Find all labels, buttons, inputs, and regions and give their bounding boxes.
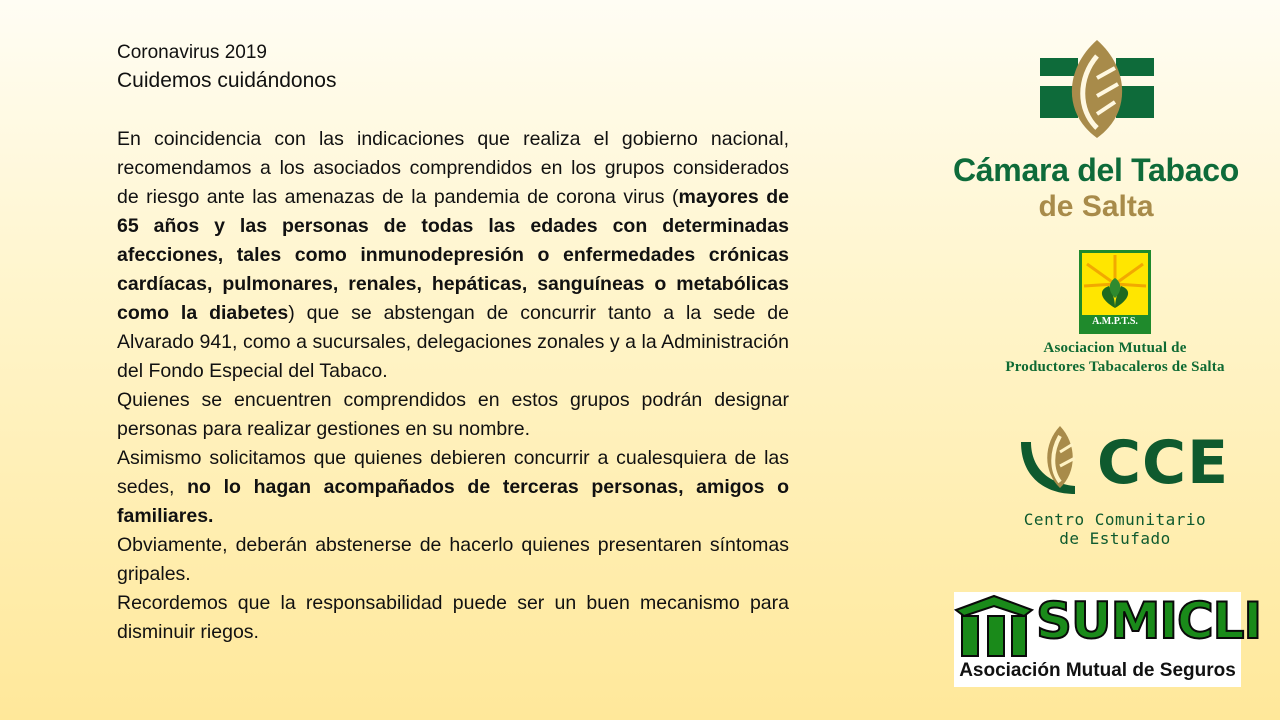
paragraph-1-text-b: ) que se abstengan de concurrir tanto a la sede de Alvarado 941, como a sucursales, delegaciones zonales y a la Administración del Fondo Especial del Tabaco. (117, 302, 789, 382)
cce-leaf-icon (1015, 422, 1105, 502)
ampts-badge-text: A.M.P.T.S. (1092, 316, 1138, 327)
cce-line2: de Estufado (1059, 529, 1171, 548)
sumicli-brand: SUMICLI (1036, 592, 1262, 650)
paragraph-3 (117, 444, 789, 531)
paragraph-2: Quienes se encuentren comprendidos en estos grupos podrán designar personas para realizar gestiones en su nombre. (117, 389, 789, 440)
sumicli-tagline: Asociación Mutual de Seguros (959, 660, 1236, 681)
document-heading-1: Coronavirus 2019 (117, 42, 267, 63)
document-body (117, 40, 789, 647)
paragraph-4: Obviamente, deberán abstenerse de hacerlo quienes presentaren síntomas gripales. (117, 534, 789, 585)
tobacco-leaf-icon (950, 38, 1250, 148)
paragraph-1 (117, 125, 789, 386)
sumicli-logo (954, 592, 1262, 687)
camara-line2: de Salta (1038, 190, 1154, 223)
ampts-line1: Asociacion Mutual de (1043, 340, 1187, 356)
paragraph-3-text: Asimismo solicitamos que quienes debieren concurrir a cualesquiera de las sedes, (117, 447, 789, 498)
paragraph-1-bold: mayores de 65 años y las personas de todas las edades con determinadas afecciones, tales como inmunodepresión o enfermedades crónicas cardíacas, pulmonares, renales, hepáticas, sanguíneas o metabólicas como la diabetes (117, 186, 789, 324)
camara-line1: Cámara del Tabaco (953, 152, 1239, 188)
ampts-line2: Productores Tabacaleros de Salta (1005, 359, 1225, 375)
document-heading-2: Cuidemos cuidándonos (117, 69, 337, 92)
ampts-logo (962, 250, 1272, 380)
cce-logo (1005, 420, 1235, 550)
cce-line1: Centro Comunitario (1023, 510, 1207, 529)
paragraph-3-bold: no lo hagan acompañados de terceras personas, amigos o familiares. (117, 476, 789, 527)
camara-tabaco-logo (950, 38, 1250, 228)
paragraph-5: Recordemos que la responsabilidad puede ser un buen mecanismo para disminuir riegos. (117, 592, 789, 643)
paragraph-1-text-a: En coincidencia con las indicaciones que realiza el gobierno nacional, recomendamos a los asociados comprendidos en los grupos considerados de riesgo ante las amenazas de la pandemia de corona virus ( (117, 128, 789, 208)
cce-acronym: CCE (1097, 428, 1230, 498)
house-icon (954, 594, 1034, 658)
